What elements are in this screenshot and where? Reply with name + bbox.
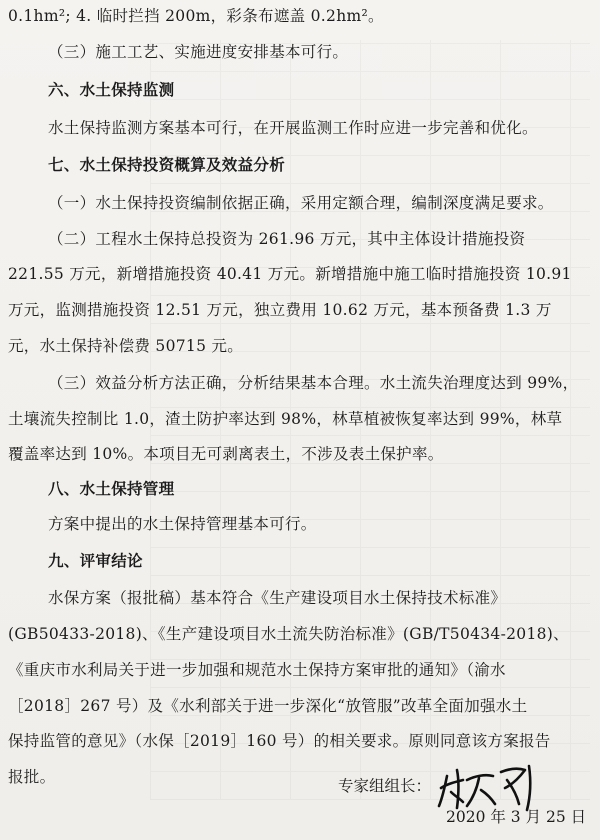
section-heading: 七、水土保持投资概算及效益分析 (48, 155, 286, 174)
text-line: 万元，监测措施投资 12.51 万元，独立费用 10.62 万元，基本预备费 1.3 万 (8, 301, 552, 319)
section-heading: 八、水土保持管理 (48, 479, 175, 498)
signature-label: 专家组组长： (338, 777, 432, 795)
signature-date: 2020 年 3 月 25 日 (446, 808, 587, 826)
section-heading: 六、水土保持监测 (48, 80, 175, 99)
text-line: 保持监管的意见》（水保［2019］160 号）的相关要求。原则同意该方案报告 (8, 732, 551, 750)
text-line: 报批。 (8, 768, 56, 786)
text-line: （三）施工工艺、实施进度安排基本可行。 (48, 43, 349, 61)
text-line: 水土保持监测方案基本可行，在开展监测工作时应进一步完善和优化。 (48, 119, 538, 137)
section-heading: 九、评审结论 (48, 551, 143, 570)
text-line: 《重庆市水利局关于进一步加强和规范水土保持方案审批的通知》（渝水 (8, 661, 506, 679)
handwritten-signature (433, 758, 543, 813)
text-line: （一）水土保持投资编制依据正确，采用定额合理，编制深度满足要求。 (48, 194, 554, 212)
text-line: 土壤流失控制比 1.0，渣土防护率达到 98%，林草植被恢复率达到 99%，林草 (8, 410, 563, 428)
text-line: 水保方案（报批稿）基本符合《生产建设项目水土保持技术标准》 (48, 589, 507, 607)
text-line: （二）工程水土保持总投资为 261.96 万元，其中主体设计措施投资 (48, 230, 526, 248)
text-line: 221.55 万元，新增措施投资 40.41 万元。新增措施中施工临时措施投资 10.91 (8, 265, 572, 283)
text-line: ［2018］267 号）及《水利部关于进一步深化“放管服”改革全面加强水土 (8, 697, 528, 715)
text-line: (GB50433-2018)、《生产建设项目水土流失防治标准》(GB/T50434-2018)、 (8, 625, 569, 643)
text-line: 0.1hm²; 4. 临时拦挡 200m，彩条布遮盖 0.2hm²。 (8, 7, 384, 25)
text-line: 方案中提出的水土保持管理基本可行。 (48, 515, 317, 533)
text-line: 覆盖率达到 10%。本项目无可剥离表土，不涉及表土保护率。 (8, 445, 444, 463)
text-line: （三）效益分析方法正确，分析结果基本合理。水土流失治理度达到 99%， (48, 374, 579, 392)
text-line: 元，水土保持补偿费 50715 元。 (8, 337, 244, 355)
